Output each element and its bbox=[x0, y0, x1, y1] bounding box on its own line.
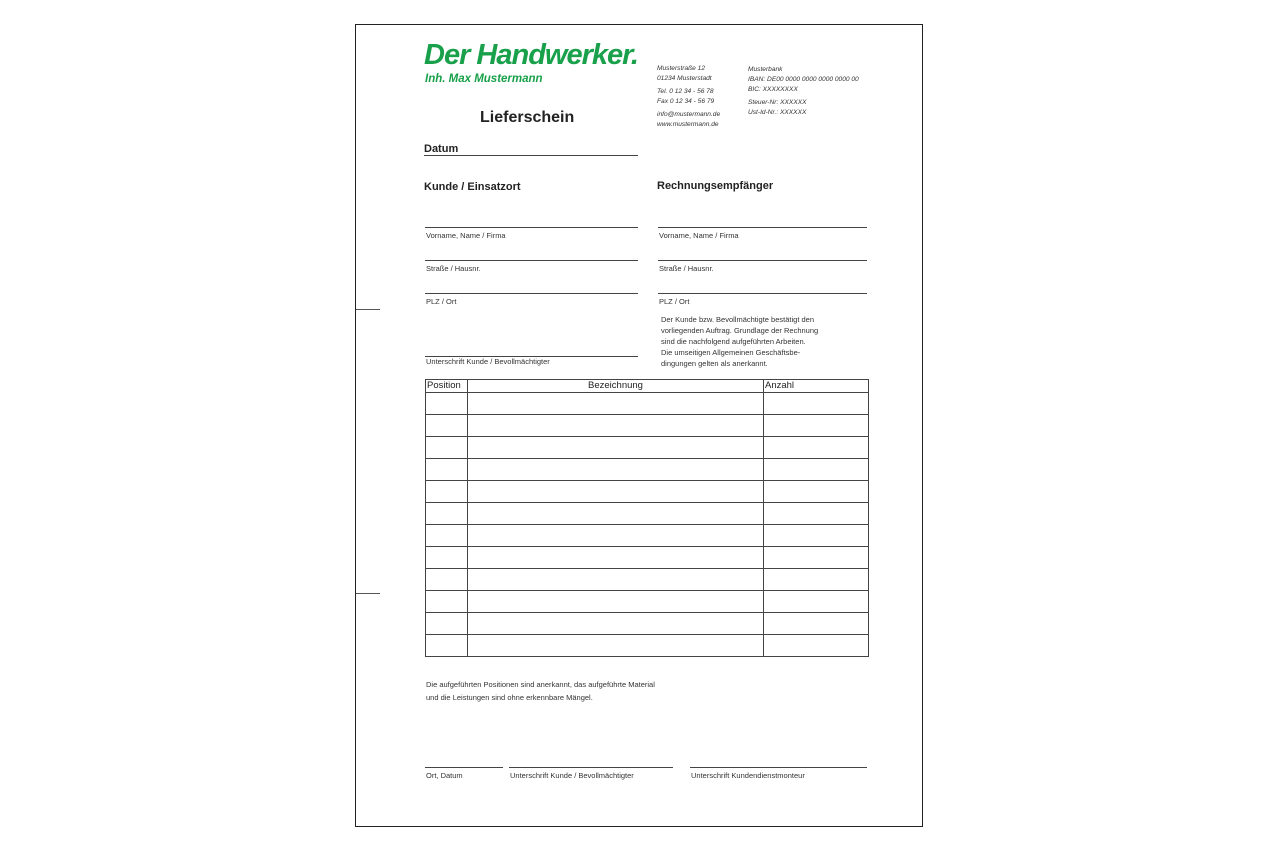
table-row bbox=[426, 525, 869, 547]
description-cell[interactable] bbox=[468, 591, 764, 613]
bank-details-block bbox=[748, 65, 859, 118]
document-title: Lieferschein bbox=[480, 109, 575, 126]
description-cell[interactable] bbox=[468, 481, 764, 503]
quantity-cell[interactable] bbox=[764, 547, 869, 569]
column-header-position: Position bbox=[426, 380, 468, 393]
delivery-note-form bbox=[355, 24, 923, 827]
tax-number: Steuer-Nr: XXXXXX bbox=[748, 99, 807, 106]
company-email: info@mustermann.de bbox=[657, 111, 721, 118]
description-cell[interactable] bbox=[468, 613, 764, 635]
quantity-cell[interactable] bbox=[764, 503, 869, 525]
description-cell[interactable] bbox=[468, 547, 764, 569]
customer-city-label: PLZ / Ort bbox=[426, 297, 457, 306]
company-owner: Inh. Max Mustermann bbox=[425, 73, 543, 85]
position-cell[interactable] bbox=[426, 459, 468, 481]
table-row bbox=[426, 459, 869, 481]
fold-mark-bottom bbox=[356, 593, 380, 594]
description-cell[interactable] bbox=[468, 635, 764, 657]
footer-customer-signature-label: Unterschrift Kunde / Bevollmächtigter bbox=[510, 771, 634, 780]
table-row bbox=[426, 613, 869, 635]
position-cell[interactable] bbox=[426, 437, 468, 459]
recipient-name-line[interactable] bbox=[658, 227, 867, 228]
recipient-name-label: Vorname, Name / Firma bbox=[659, 231, 739, 240]
table-row bbox=[426, 437, 869, 459]
description-cell[interactable] bbox=[468, 459, 764, 481]
customer-heading: Kunde / Einsatzort bbox=[424, 181, 521, 193]
quantity-cell[interactable] bbox=[764, 613, 869, 635]
table-row bbox=[426, 393, 869, 415]
description-cell[interactable] bbox=[468, 569, 764, 591]
customer-signature-label: Unterschrift Kunde / Bevollmächtigter bbox=[426, 357, 550, 366]
company-logo-name: Der Handwerker. bbox=[424, 39, 638, 71]
customer-name-label: Vorname, Name / Firma bbox=[426, 231, 506, 240]
customer-name-line[interactable] bbox=[425, 227, 638, 228]
position-cell[interactable] bbox=[426, 613, 468, 635]
position-cell[interactable] bbox=[426, 569, 468, 591]
position-cell[interactable] bbox=[426, 415, 468, 437]
position-cell[interactable] bbox=[426, 503, 468, 525]
company-street: Musterstraße 12 bbox=[657, 65, 706, 72]
quantity-cell[interactable] bbox=[764, 481, 869, 503]
date-label: Datum bbox=[424, 143, 459, 155]
recipient-street-label: Straße / Hausnr. bbox=[659, 264, 714, 273]
technician-signature-line[interactable] bbox=[690, 767, 867, 768]
place-date-line[interactable] bbox=[425, 767, 503, 768]
position-cell[interactable] bbox=[426, 591, 468, 613]
quantity-cell[interactable] bbox=[764, 415, 869, 437]
position-cell[interactable] bbox=[426, 635, 468, 657]
description-cell[interactable] bbox=[468, 503, 764, 525]
table-row bbox=[426, 503, 869, 525]
company-fax: Fax 0 12 34 - 56 79 bbox=[657, 98, 715, 105]
items-table bbox=[425, 379, 869, 657]
table-row bbox=[426, 415, 869, 437]
table-row bbox=[426, 635, 869, 657]
customer-street-line[interactable] bbox=[425, 260, 638, 261]
bank-name: Musterbank bbox=[748, 66, 783, 73]
description-cell[interactable] bbox=[468, 393, 764, 415]
description-cell[interactable] bbox=[468, 525, 764, 547]
table-row bbox=[426, 591, 869, 613]
fold-mark-top bbox=[356, 309, 380, 310]
recipient-heading: Rechnungsempfänger bbox=[657, 180, 774, 192]
order-confirmation-notice: Der Kunde bzw. Bevollmächtigte bestätigt den vorliegenden Auftrag. Grundlage der Rechnung sind die nachfolgend aufgeführten Arbeiten. Die umseitigen Allgemeinen Geschäftsbe- dingungen gelten als anerkannt. bbox=[661, 315, 819, 368]
company-phone: Tel. 0 12 34 - 56 78 bbox=[657, 88, 714, 95]
table-row bbox=[426, 481, 869, 503]
recipient-city-label: PLZ / Ort bbox=[659, 297, 690, 306]
table-row bbox=[426, 569, 869, 591]
bank-iban: IBAN: DE00 0000 0000 0000 0000 00 bbox=[748, 76, 859, 83]
quantity-cell[interactable] bbox=[764, 393, 869, 415]
position-cell[interactable] bbox=[426, 481, 468, 503]
column-header-quantity: Anzahl bbox=[764, 380, 869, 393]
position-cell[interactable] bbox=[426, 393, 468, 415]
technician-signature-label: Unterschrift Kundendienstmonteur bbox=[691, 771, 805, 780]
description-cell[interactable] bbox=[468, 437, 764, 459]
table-header-row bbox=[426, 380, 869, 393]
description-cell[interactable] bbox=[468, 415, 764, 437]
quantity-cell[interactable] bbox=[764, 591, 869, 613]
position-cell[interactable] bbox=[426, 547, 468, 569]
quantity-cell[interactable] bbox=[764, 459, 869, 481]
quantity-cell[interactable] bbox=[764, 437, 869, 459]
company-address-block bbox=[657, 64, 720, 130]
acceptance-statement: Die aufgeführten Positionen sind anerkannt, das aufgeführte Material und die Leistungen sind ohne erkennbare Mängel. bbox=[426, 680, 655, 702]
column-header-description: Bezeichnung bbox=[468, 380, 764, 393]
quantity-cell[interactable] bbox=[764, 635, 869, 657]
vat-id: Ust-Id-Nr.: XXXXXX bbox=[748, 109, 807, 116]
position-cell[interactable] bbox=[426, 525, 468, 547]
footer-customer-signature-line[interactable] bbox=[509, 767, 673, 768]
customer-street-label: Straße / Hausnr. bbox=[426, 264, 481, 273]
table-row bbox=[426, 547, 869, 569]
recipient-street-line[interactable] bbox=[658, 260, 867, 261]
recipient-city-line[interactable] bbox=[658, 293, 867, 294]
company-web: www.mustermann.de bbox=[657, 121, 719, 128]
bank-bic: BIC: XXXXXXXX bbox=[748, 86, 798, 93]
quantity-cell[interactable] bbox=[764, 569, 869, 591]
date-field-line[interactable] bbox=[424, 155, 638, 156]
company-city: 01234 Musterstadt bbox=[657, 75, 712, 82]
place-date-label: Ort, Datum bbox=[426, 771, 463, 780]
customer-city-line[interactable] bbox=[425, 293, 638, 294]
quantity-cell[interactable] bbox=[764, 525, 869, 547]
